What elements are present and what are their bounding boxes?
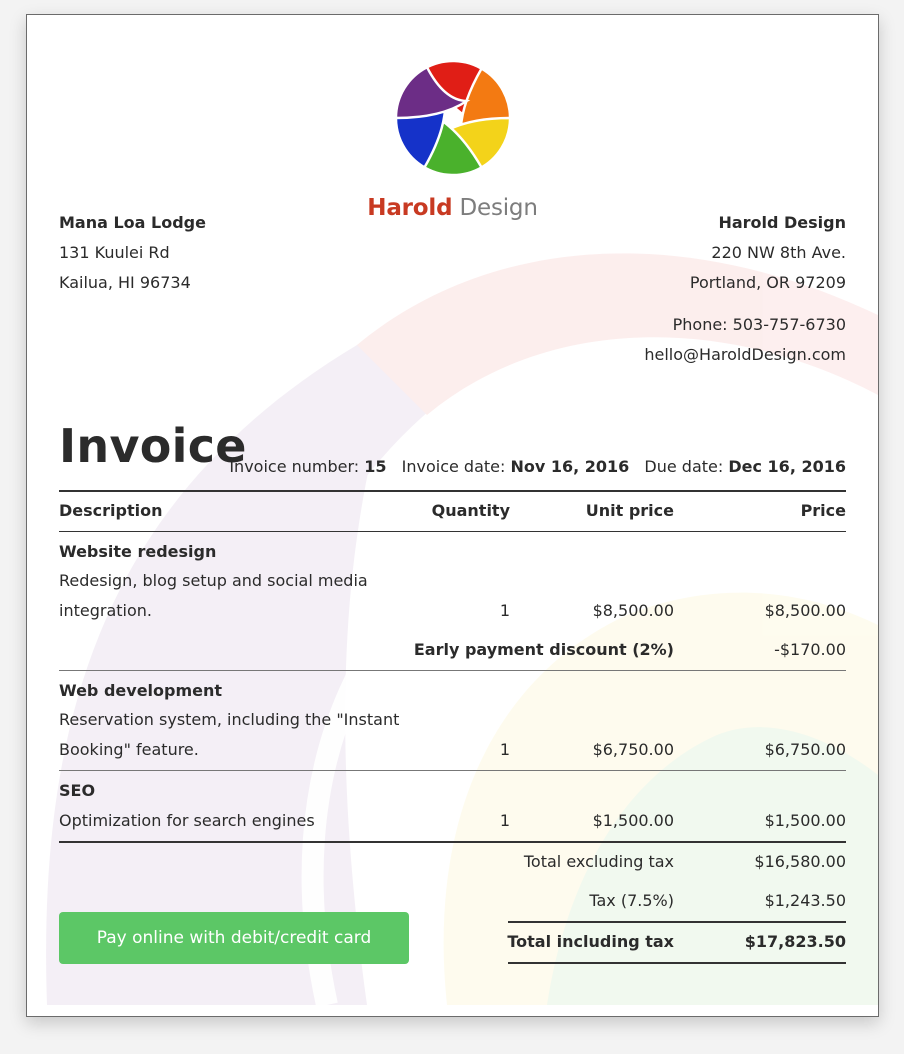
tax-label: Tax (7.5%) [589,891,674,910]
invoice-page [26,14,879,1017]
item-1-desc-line2: integration. [59,601,152,620]
brand-word-harold: Harold [367,195,453,221]
row-divider [59,770,846,771]
header-price: Price [800,501,846,520]
pinwheel-logo [394,59,512,177]
header-unit-price: Unit price [585,501,674,520]
header-description: Description [59,501,163,520]
discount-label: Early payment discount (2%) [413,640,674,659]
item-1-unit-price: $8,500.00 [592,601,674,620]
invoice-number-label: Invoice number: [229,457,360,476]
item-2-desc-line1: Reservation system, including the "Instant [59,710,400,729]
sender-contact [644,310,846,370]
table-bottom-rule [59,841,846,843]
sender-name: Harold Design [718,213,846,232]
total-excl-value: $16,580.00 [754,852,846,871]
item-3-desc-line1: Optimization for search engines [59,811,315,830]
sender-email: hello@HaroldDesign.com [644,345,846,364]
item-2-title: Web development [59,681,223,700]
row-divider [59,670,846,671]
total-excl-label: Total excluding tax [523,852,674,871]
recipient-street: 131 Kuulei Rd [59,243,170,262]
table-top-rule [59,490,846,492]
item-2-price: $6,750.00 [764,740,846,759]
logo-center [444,109,462,127]
tax-value: $1,243.50 [764,891,846,910]
header-quantity: Quantity [431,501,510,520]
total-incl-label: Total including tax [507,932,674,951]
invoice-date-label: Invoice date: [401,457,506,476]
total-incl-value: $17,823.50 [744,932,846,951]
sender-address [690,208,846,298]
due-date: Dec 16, 2016 [728,457,846,476]
item-3-title: SEO [59,781,96,800]
recipient-city: Kailua, HI 96734 [59,273,191,292]
total-top-rule [508,921,846,923]
invoice-date: Nov 16, 2016 [510,457,630,476]
item-2-desc-line2: Booking" feature. [59,740,199,759]
total-bottom-rule [508,962,846,964]
item-1-title: Website redesign [59,542,217,561]
item-2-unit-price: $6,750.00 [592,740,674,759]
due-date-label: Due date: [644,457,724,476]
item-1-quantity: 1 [499,601,510,620]
discount-value: -$170.00 [774,640,846,659]
brand-word-design: Design [459,195,538,221]
item-2-quantity: 1 [499,740,510,759]
pay-online-button[interactable]: Pay online with debit/credit card [59,912,409,964]
item-3-price: $1,500.00 [764,811,846,830]
sender-city: Portland, OR 97209 [689,273,846,292]
recipient-address [59,208,206,298]
item-3-unit-price: $1,500.00 [592,811,674,830]
table-header-rule [59,531,846,532]
invoice-meta [229,457,846,476]
item-1-desc-line1: Redesign, blog setup and social media [59,571,368,590]
sender-phone: Phone: 503-757-6730 [672,315,846,334]
sender-street: 220 NW 8th Ave. [711,243,846,262]
invoice-number: 15 [364,457,387,476]
item-3-quantity: 1 [499,811,510,830]
item-1-price: $8,500.00 [764,601,846,620]
invoice-title: Invoice [59,419,247,473]
recipient-name: Mana Loa Lodge [59,213,206,232]
